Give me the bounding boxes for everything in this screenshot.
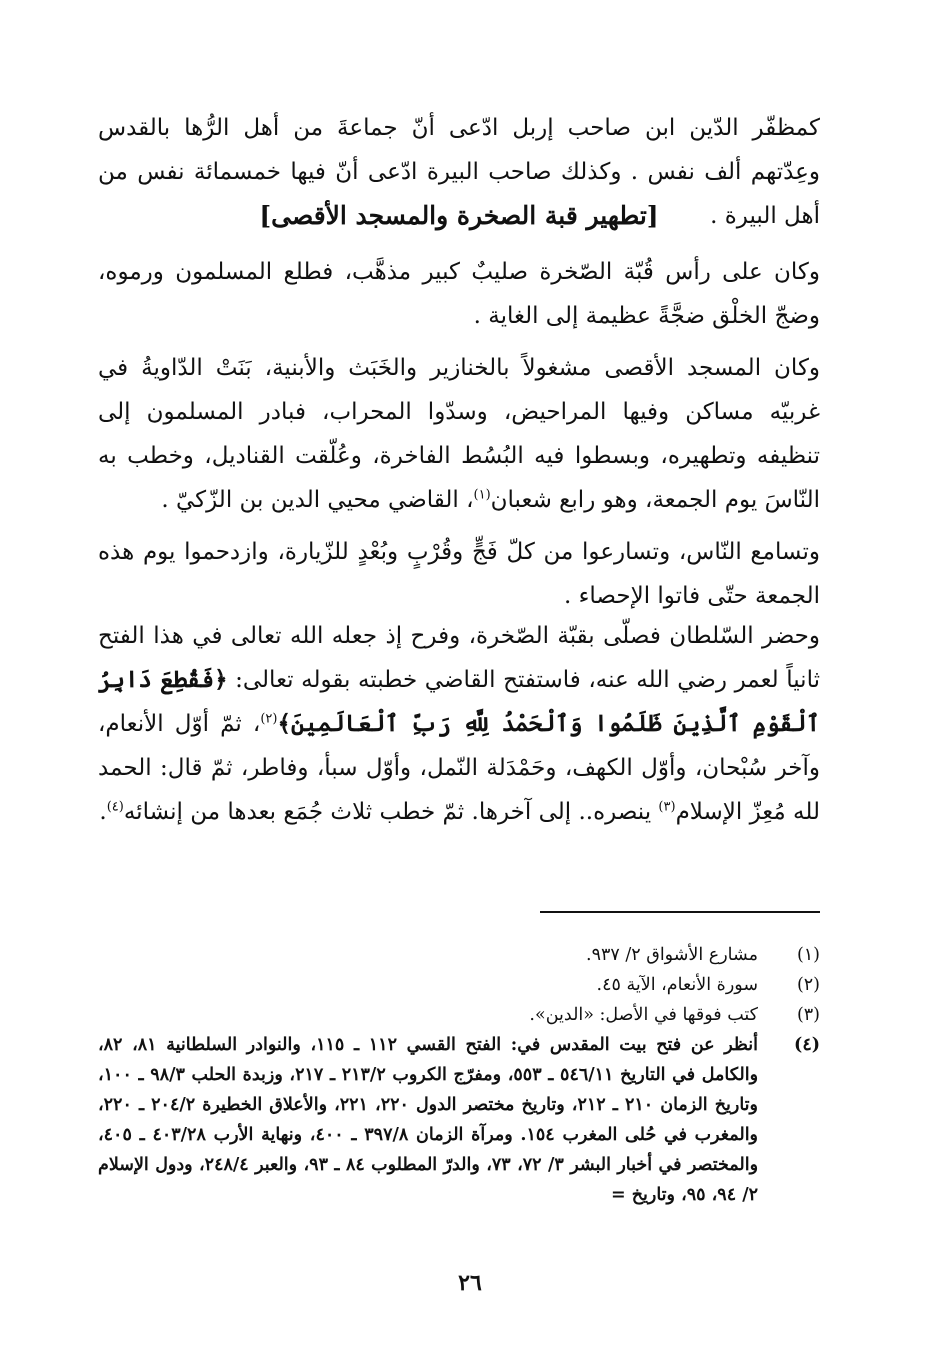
- footnote-text: مشارع الأشواق ٢/ ٩٣٧.: [586, 945, 758, 965]
- paragraph-sultan-d: .: [99, 799, 107, 825]
- footnote-ref-4[interactable]: (٤): [106, 799, 124, 815]
- footnote-text: أنظر عن فتح بيت المقدس في: الفتح القسي ١١٢ ـ ١١٥، والنوادر السلطانية ٨١، ٨٢، والكامل في التاريخ ٥٤٦/١١ ـ ٥٥٣، ومفرّج الكروب ٢١٣/٢ ـ ٢١٧، وزبدة الحلب ٩٨/٣ ـ ١٠٠، وتاريخ الزمان ٢١٠ ـ ٢١٢، وتاريخ مختصر الدول ٢٢٠، ٢٢١، والأعلاق الخطيرة ٢٠٤/٢ ـ ٢٢٠، والمغرب في حُلى المغرب ١٥٤. ومرآة الزمان ٣٩٧/٨ ـ ٤٠٠، ونهاية الأرب ٤٠٣/٢٨ ـ ٤٠٥، والمختصر في أخبار البشر ٣/ ٧٢، ٧٣، والدرّ المطلوب ٨٤ ـ ٩٣، والعبر ٢٤٨/٤، ودول الإسلام ٢/ ٩٤، ٩٥، وتاريخ =: [98, 1035, 759, 1205]
- page-number: ٢٦: [458, 1270, 482, 1296]
- paragraph-sultan-c: ينصره.. إلى آخرها. ثمّ خطب ثلاث جُمَع بعدها من إنشائه: [123, 799, 659, 825]
- paragraph-sultan-b: ، ثمّ أوّل الأنعام، وآخر سُبْحان، وأوّل الكهف، وحَمْدَلة النّمل، وأوّل سبأ، وفاطر، ثمّ قال: الحمد لله مُعِزّ الإسلام: [98, 711, 820, 825]
- paragraph-sultan: [98, 614, 820, 834]
- paragraph-sultan-a: وحضر السّلطان فصلّى بقبّة الصّخرة، وفرح إذ جعله الله تعالى في هذا الفتح ثانياً لعمر رضي الله عنه، فاستفتح القاضي خطبته بقوله تعالى:: [98, 623, 820, 693]
- footnote-number: (١): [796, 945, 820, 965]
- footnote-ref-3[interactable]: (٣): [658, 799, 676, 815]
- footnote-number: (٢): [796, 975, 820, 995]
- footnote-number: (٤): [794, 1035, 820, 1055]
- paragraph-mosque-tail: ، القاضي محيي الدين بن الزّكيّ .: [161, 487, 474, 513]
- footnote-separator: [540, 911, 820, 913]
- footnotes: [98, 940, 820, 1210]
- paragraph-mosque: [98, 346, 820, 522]
- footnote-4: [98, 1030, 820, 1210]
- section-heading: [تطهير قبة الصخرة والمسجد الأقصى]: [259, 201, 659, 230]
- paragraph-continuation: كمظفّر الدّين ابن صاحب إربل ادّعى أنّ جماعةَ من أهل الرُّها بالقدس وعِدّتهم ألف نفس . وكذلك صاحب البيرة ادّعى أنّ فيها خمسمائة نفس من أهل البيرة .: [98, 115, 820, 229]
- footnote-text: كتب فوقها في الأصل: «الدين».: [529, 1005, 758, 1025]
- footnote-number: (٣): [796, 1005, 820, 1025]
- footnote-1: [98, 940, 820, 970]
- quran-verse: ﴿فَقُطِعَ دَابِرُ ٱلْقَوْمِ ٱلَّذِينَ ظَلَمُوا وَٱلْحَمْدُ لِلَّهِ رَبِّ ٱلْعَالَمِينَ﴾: [98, 666, 820, 737]
- paragraph-cross: وكان على رأس قُبّة الصّخرة صليبٌ كبير مذهَّب، فطلع المسلمون ورموه، وضجّ الخلْق ضجَّةً عظيمة إلى الغاية .: [98, 259, 820, 329]
- footnote-text: سورة الأنعام، الآية ٤٥.: [596, 975, 758, 995]
- footnote-3: [98, 1000, 820, 1030]
- footnote-ref-1[interactable]: (١): [473, 487, 491, 503]
- paragraph-mosque-text: وكان المسجد الأقصى مشغولاً بالخنازير والخَبَث والأبنية، بَنَتْ الدّاويةُ في غربيّه مساكن وفيها المراحيض، وسدّوا المحراب، فبادر المسلمون إلى تنظيفه وتطهيره، وبسطوا فيه البُسُط الفاخرة، وعُلّقت القناديل، وخطب به النّاسَ يوم الجمعة، وهو رابع شعبان: [98, 355, 820, 513]
- footnote-ref-2[interactable]: (٢): [260, 711, 278, 727]
- footnote-2: [98, 970, 820, 1000]
- paragraph-visitors: وتسامع النّاس، وتسارعوا من كلّ فَجٍّ وقُرْبٍ وبُعْدٍ للزّيارة، وازدحموا يوم هذه الجمعة حتّى فاتوا الإحصاء .: [98, 539, 820, 609]
